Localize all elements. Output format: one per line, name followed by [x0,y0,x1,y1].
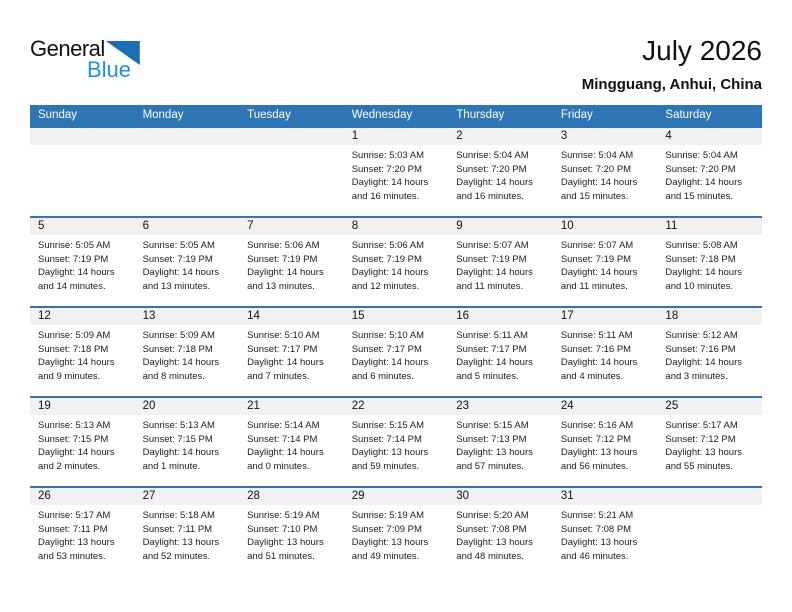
detail-line: Sunrise: 5:17 AM [665,420,738,431]
day-details [344,145,449,203]
day-number: 7 [239,218,344,235]
detail-line: Sunset: 7:12 PM [560,433,632,445]
detail-line: Daylight: 14 hours [665,267,742,278]
detail-line: Sunrise: 5:05 AM [38,240,111,251]
detail-line: Sunset: 7:20 PM [560,163,632,175]
detail-line: Daylight: 14 hours [456,267,533,278]
day-details [657,145,762,203]
detail-line: Daylight: 14 hours [247,267,324,278]
detail-line: and 13 minutes. [142,280,211,292]
day-cell-22 [344,398,449,486]
day-header-saturday: Saturday [665,109,712,121]
day-number: 20 [135,398,240,415]
detail-line: Sunrise: 5:03 AM [351,150,425,161]
detail-line: Sunrise: 5:19 AM [247,510,320,521]
day-header-thursday: Thursday [456,109,505,121]
day-cell-15 [344,308,449,396]
detail-line: Sunrise: 5:09 AM [142,330,215,341]
day-cell-16 [448,308,553,396]
detail-line: Sunset: 7:16 PM [665,343,736,355]
detail-line: Daylight: 13 hours [351,447,429,458]
day-details [448,145,553,203]
day-details [344,235,449,293]
day-details [30,235,135,293]
day-details [448,505,553,563]
day-cell-11 [657,218,762,306]
detail-line: and 46 minutes. [560,550,629,562]
detail-line: and 9 minutes. [38,370,101,382]
day-details [448,415,553,473]
detail-line: Sunset: 7:19 PM [560,253,632,265]
day-number: 5 [30,218,135,235]
day-cell-28 [239,488,344,576]
detail-line: Daylight: 14 hours [142,447,220,458]
day-number: 19 [30,398,135,415]
day-cell-17 [553,308,658,396]
day-cell-18 [657,308,762,396]
detail-line: and 6 minutes. [351,370,415,382]
detail-line: Sunset: 7:20 PM [665,163,736,175]
detail-line: and 49 minutes. [351,550,420,562]
day-cell-27 [135,488,240,576]
detail-line: Daylight: 14 hours [142,357,220,368]
day-number: 28 [239,488,344,505]
day-cell-7 [239,218,344,306]
day-details [135,505,240,563]
detail-line: and 51 minutes. [247,550,315,562]
detail-line: Daylight: 14 hours [38,267,115,278]
day-details [239,415,344,473]
day-cell-24 [553,398,658,486]
day-cell-1 [344,128,449,216]
detail-line: Sunset: 7:08 PM [456,523,527,535]
day-header-monday: Monday [142,109,184,121]
day-number: 11 [657,218,762,235]
week-row [30,396,762,486]
day-number [657,488,762,505]
day-details [553,235,658,293]
day-cell-empty [30,128,135,216]
day-number: 14 [239,308,344,325]
day-cell-9 [448,218,553,306]
day-details [344,415,449,473]
detail-line: Sunrise: 5:11 AM [560,330,633,341]
detail-line: and 1 minute. [142,460,201,472]
detail-line: Sunrise: 5:08 AM [665,240,738,251]
day-cell-10 [553,218,658,306]
detail-line: Sunset: 7:18 PM [665,253,736,265]
detail-line: Sunrise: 5:20 AM [456,510,529,521]
day-cell-19 [30,398,135,486]
detail-line: Sunset: 7:13 PM [456,433,527,445]
day-details [657,325,762,383]
detail-line: and 13 minutes. [247,280,315,292]
detail-line: Sunrise: 5:07 AM [560,240,634,251]
detail-line: Sunset: 7:19 PM [38,253,109,265]
day-details [553,145,658,203]
week-row [30,486,762,576]
detail-line: Sunset: 7:19 PM [351,253,422,265]
detail-line: Daylight: 14 hours [456,357,533,368]
day-details [135,415,240,473]
detail-line: and 57 minutes. [456,460,524,472]
day-details [448,235,553,293]
day-details [239,325,344,383]
detail-line: and 4 minutes. [560,370,624,382]
day-details [657,235,762,293]
detail-line: and 2 minutes. [38,460,101,472]
detail-line: and 53 minutes. [38,550,106,562]
day-cell-25 [657,398,762,486]
calendar-table [30,105,762,576]
day-number: 3 [553,128,658,145]
detail-line: Daylight: 14 hours [38,357,115,368]
day-number: 25 [657,398,762,415]
detail-line: Daylight: 13 hours [142,537,220,548]
detail-line: Daylight: 14 hours [247,357,324,368]
day-number: 12 [30,308,135,325]
day-number: 9 [448,218,553,235]
detail-line: Sunrise: 5:06 AM [247,240,320,251]
detail-line: Sunset: 7:19 PM [142,253,213,265]
detail-line: Sunrise: 5:05 AM [142,240,215,251]
day-header-sunday: Sunday [38,109,78,121]
day-cell-6 [135,218,240,306]
day-cell-4 [657,128,762,216]
detail-line: Sunrise: 5:10 AM [247,330,320,341]
detail-line: Sunrise: 5:13 AM [142,420,215,431]
day-number: 6 [135,218,240,235]
day-number: 15 [344,308,449,325]
detail-line: Sunset: 7:17 PM [456,343,527,355]
detail-line: Daylight: 13 hours [351,537,429,548]
detail-line: and 0 minutes. [247,460,310,472]
day-number [239,128,344,145]
day-cell-14 [239,308,344,396]
day-number: 26 [30,488,135,505]
day-header-row [30,105,762,126]
detail-line: and 59 minutes. [351,460,420,472]
logo-text-blue: Blue [87,57,132,82]
detail-line: Daylight: 14 hours [665,177,742,188]
day-number [135,128,240,145]
detail-line: Sunset: 7:17 PM [247,343,318,355]
day-details [344,505,449,563]
day-number: 16 [448,308,553,325]
detail-line: Sunrise: 5:04 AM [665,150,738,161]
detail-line: Sunset: 7:11 PM [142,523,213,535]
detail-line: Sunset: 7:15 PM [142,433,213,445]
day-number: 27 [135,488,240,505]
detail-line: and 16 minutes. [456,190,524,202]
day-number: 2 [448,128,553,145]
detail-line: Daylight: 14 hours [247,447,324,458]
detail-line: Daylight: 14 hours [560,267,638,278]
day-number: 22 [344,398,449,415]
day-number: 13 [135,308,240,325]
detail-line: and 8 minutes. [142,370,205,382]
detail-line: and 56 minutes. [560,460,629,472]
detail-line: and 3 minutes. [665,370,728,382]
detail-line: and 55 minutes. [665,460,734,472]
detail-line: Sunrise: 5:19 AM [351,510,425,521]
detail-line: Daylight: 14 hours [560,177,638,188]
detail-line: Daylight: 14 hours [142,267,220,278]
day-details [30,145,135,149]
day-number: 21 [239,398,344,415]
day-details [657,415,762,473]
day-cell-23 [448,398,553,486]
detail-line: Sunrise: 5:18 AM [142,510,215,521]
detail-line: and 15 minutes. [560,190,629,202]
day-number [30,128,135,145]
detail-line: Sunset: 7:20 PM [456,163,527,175]
day-cell-8 [344,218,449,306]
detail-line: Sunset: 7:18 PM [38,343,109,355]
day-number: 29 [344,488,449,505]
day-details [30,325,135,383]
detail-line: Daylight: 14 hours [351,357,429,368]
day-cell-5 [30,218,135,306]
detail-line: Sunrise: 5:10 AM [351,330,425,341]
day-header-wednesday: Wednesday [351,109,413,121]
detail-line: Sunrise: 5:11 AM [456,330,528,341]
title-block [582,36,762,93]
detail-line: Sunset: 7:08 PM [560,523,632,535]
detail-line: Daylight: 13 hours [456,447,533,458]
day-details [553,325,658,383]
detail-line: Sunset: 7:20 PM [351,163,422,175]
day-details [344,325,449,383]
day-details [135,235,240,293]
detail-line: Sunrise: 5:09 AM [38,330,111,341]
day-cell-12 [30,308,135,396]
day-cell-2 [448,128,553,216]
detail-line: Sunset: 7:09 PM [351,523,422,535]
detail-line: Daylight: 13 hours [247,537,324,548]
detail-line: and 7 minutes. [247,370,310,382]
week-row [30,216,762,306]
detail-line: Daylight: 13 hours [560,447,638,458]
detail-line: Sunset: 7:19 PM [247,253,318,265]
general-blue-logo [30,37,150,81]
detail-line: Sunset: 7:12 PM [665,433,736,445]
day-cell-21 [239,398,344,486]
detail-line: and 52 minutes. [142,550,211,562]
detail-line: Sunrise: 5:15 AM [456,420,529,431]
detail-line: Daylight: 13 hours [38,537,115,548]
detail-line: Daylight: 13 hours [665,447,742,458]
detail-line: Sunrise: 5:12 AM [665,330,738,341]
day-details [553,415,658,473]
detail-line: Sunrise: 5:06 AM [351,240,425,251]
day-header-tuesday: Tuesday [247,109,291,121]
detail-line: Daylight: 14 hours [38,447,115,458]
detail-line: Daylight: 14 hours [456,177,533,188]
page-title: July 2026 [642,35,762,66]
detail-line: Sunset: 7:15 PM [38,433,109,445]
detail-line: Sunset: 7:19 PM [456,253,527,265]
day-number: 18 [657,308,762,325]
detail-line: Sunset: 7:18 PM [142,343,213,355]
detail-line: and 11 minutes. [456,280,524,292]
day-cell-empty [657,488,762,576]
logo-text-general: General [30,36,105,61]
detail-line: and 14 minutes. [38,280,106,292]
day-cell-29 [344,488,449,576]
detail-line: and 10 minutes. [665,280,734,292]
day-number: 8 [344,218,449,235]
day-details [239,235,344,293]
detail-line: Daylight: 14 hours [665,357,742,368]
day-details [657,505,762,509]
day-details [30,415,135,473]
page-subtitle: Mingguang, Anhui, China [581,75,762,93]
day-number: 30 [448,488,553,505]
detail-line: and 48 minutes. [456,550,524,562]
detail-line: Daylight: 14 hours [560,357,638,368]
day-number: 31 [553,488,658,505]
day-cell-empty [239,128,344,216]
detail-line: Sunrise: 5:07 AM [456,240,529,251]
detail-line: Sunrise: 5:21 AM [560,510,634,521]
detail-line: Sunrise: 5:04 AM [560,150,634,161]
day-details [135,145,240,149]
detail-line: Daylight: 14 hours [351,267,429,278]
day-number: 10 [553,218,658,235]
day-cell-20 [135,398,240,486]
week-row [30,306,762,396]
detail-line: Sunset: 7:17 PM [351,343,422,355]
day-details [239,145,344,149]
detail-line: Sunset: 7:16 PM [560,343,632,355]
detail-line: Sunrise: 5:17 AM [38,510,111,521]
detail-line: Daylight: 13 hours [456,537,533,548]
day-cell-empty [135,128,240,216]
day-number: 24 [553,398,658,415]
day-details [553,505,658,563]
detail-line: Sunrise: 5:04 AM [456,150,529,161]
detail-line: Daylight: 14 hours [351,177,429,188]
detail-line: and 12 minutes. [351,280,420,292]
day-number: 1 [344,128,449,145]
detail-line: and 11 minutes. [560,280,628,292]
day-details [30,505,135,563]
detail-line: Sunset: 7:11 PM [38,523,108,535]
detail-line: Daylight: 13 hours [560,537,638,548]
day-number: 4 [657,128,762,145]
day-number: 23 [448,398,553,415]
detail-line: and 16 minutes. [351,190,420,202]
detail-line: Sunrise: 5:15 AM [351,420,425,431]
day-details [448,325,553,383]
detail-line: and 5 minutes. [456,370,519,382]
detail-line: Sunrise: 5:16 AM [560,420,634,431]
day-cell-31 [553,488,658,576]
detail-line: Sunrise: 5:14 AM [247,420,320,431]
detail-line: Sunset: 7:10 PM [247,523,318,535]
day-header-friday: Friday [560,109,593,121]
calendar-grid [30,126,762,576]
day-details [135,325,240,383]
day-cell-3 [553,128,658,216]
day-cell-30 [448,488,553,576]
day-number: 17 [553,308,658,325]
day-cell-13 [135,308,240,396]
day-cell-26 [30,488,135,576]
detail-line: Sunrise: 5:13 AM [38,420,111,431]
day-details [239,505,344,563]
detail-line: Sunset: 7:14 PM [247,433,318,445]
detail-line: and 15 minutes. [665,190,734,202]
week-row [30,126,762,216]
detail-line: Sunset: 7:14 PM [351,433,422,445]
